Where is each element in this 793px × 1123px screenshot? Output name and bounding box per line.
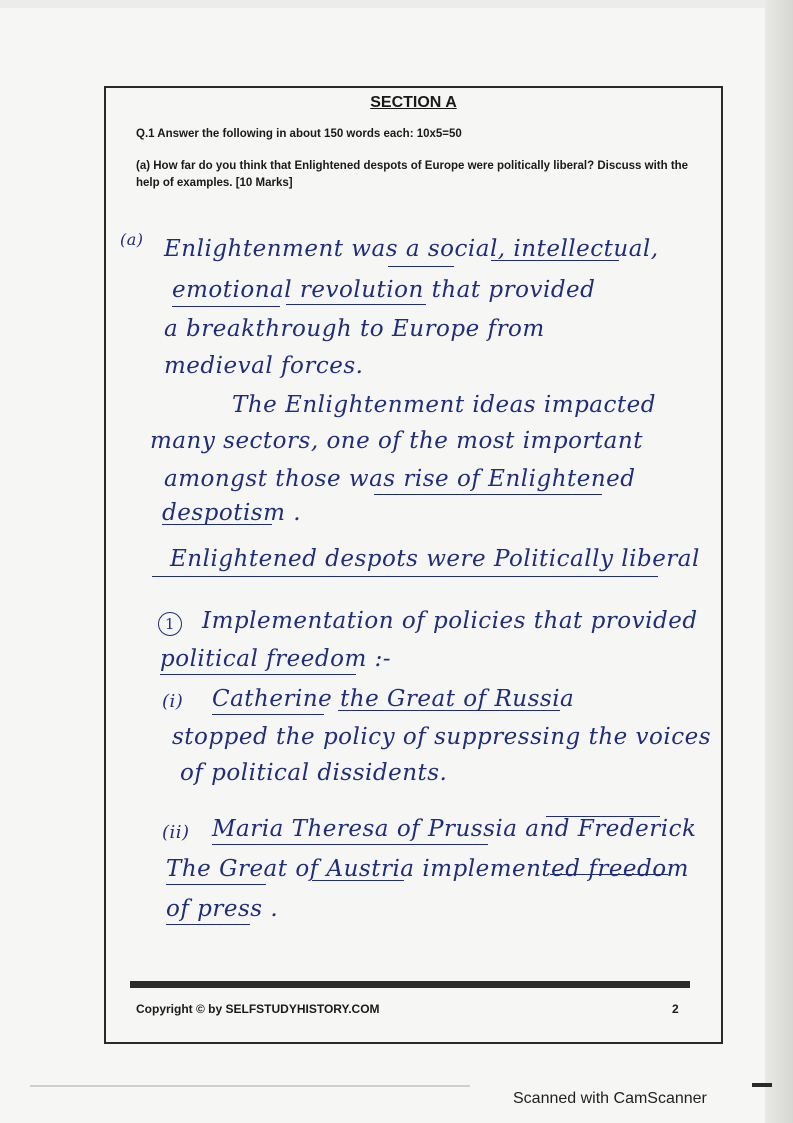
underline (212, 714, 324, 715)
answer-line-4: medieval forces. (164, 353, 364, 379)
underline (172, 306, 280, 307)
answer-line-3: a breakthrough to Europe from (164, 316, 545, 342)
underline (388, 266, 454, 267)
scan-bottom-mark (752, 1083, 772, 1087)
answer-heading: Enlightened despots were Politically liberal (170, 546, 700, 572)
footer-copyright: Copyright © by SELFSTUDYHISTORY.COM (136, 1002, 380, 1016)
sub-point-1-line-1: Catherine the Great of Russia (212, 686, 575, 712)
underline (374, 494, 602, 495)
answer-line-8: despotism . (162, 500, 302, 526)
underline (162, 524, 272, 525)
underline (550, 874, 668, 875)
answer-line-2: emotional revolution that provided (172, 277, 596, 303)
answer-line-7: amongst those was rise of Enlightened (164, 466, 636, 492)
underline (166, 924, 250, 925)
sub-point-marker-1: (i) (162, 691, 184, 712)
sub-question-text: (a) How far do you think that Enlightened despots of Europe were politically liberal? Discuss with the help of examples. [10 Marks] (136, 160, 689, 189)
underline (338, 710, 560, 711)
sub-point-2-line-1: Maria Theresa of Prussia and Frederick (212, 816, 697, 842)
scan-bottom-line (30, 1085, 470, 1087)
section-title: SECTION A (370, 94, 457, 111)
underline (166, 884, 266, 885)
sub-point-2-line-2: The Great of Austria implemented freedom (166, 856, 689, 882)
sub-point-marker-2: (ii) (162, 822, 190, 843)
sub-point-2-line-3: of press . (166, 896, 279, 922)
answer-line-6: many sectors, one of the most important (150, 428, 643, 454)
underline (312, 880, 404, 881)
underline (212, 844, 488, 845)
sub-point-1-line-3: of political dissidents. (180, 760, 448, 786)
underline (160, 674, 356, 675)
underline (286, 304, 426, 305)
heading-underline (152, 576, 658, 577)
question-text: Q.1 Answer the following in about 150 words each: 10x5=50 (136, 128, 462, 140)
underline (491, 260, 619, 261)
underline (546, 816, 660, 817)
footer-page-number: 2 (672, 1002, 679, 1016)
page-edge-shadow (765, 0, 793, 1123)
page-frame (104, 86, 723, 1044)
answer-line-5: The Enlightenment ideas impacted (232, 392, 656, 418)
point-line-1: Implementation of policies that provided (202, 608, 698, 634)
camscanner-watermark: Scanned with CamScanner (513, 1090, 707, 1107)
scan-top-edge (0, 0, 793, 8)
point-line-2: political freedom :- (160, 646, 392, 672)
answer-label: (a) (120, 230, 144, 249)
footer-divider (130, 981, 690, 988)
sub-point-1-line-2: stopped the policy of suppressing the voices (172, 724, 712, 750)
answer-line-1: Enlightenment was a social, intellectual, (164, 236, 659, 262)
point-number: 1 (158, 612, 182, 636)
